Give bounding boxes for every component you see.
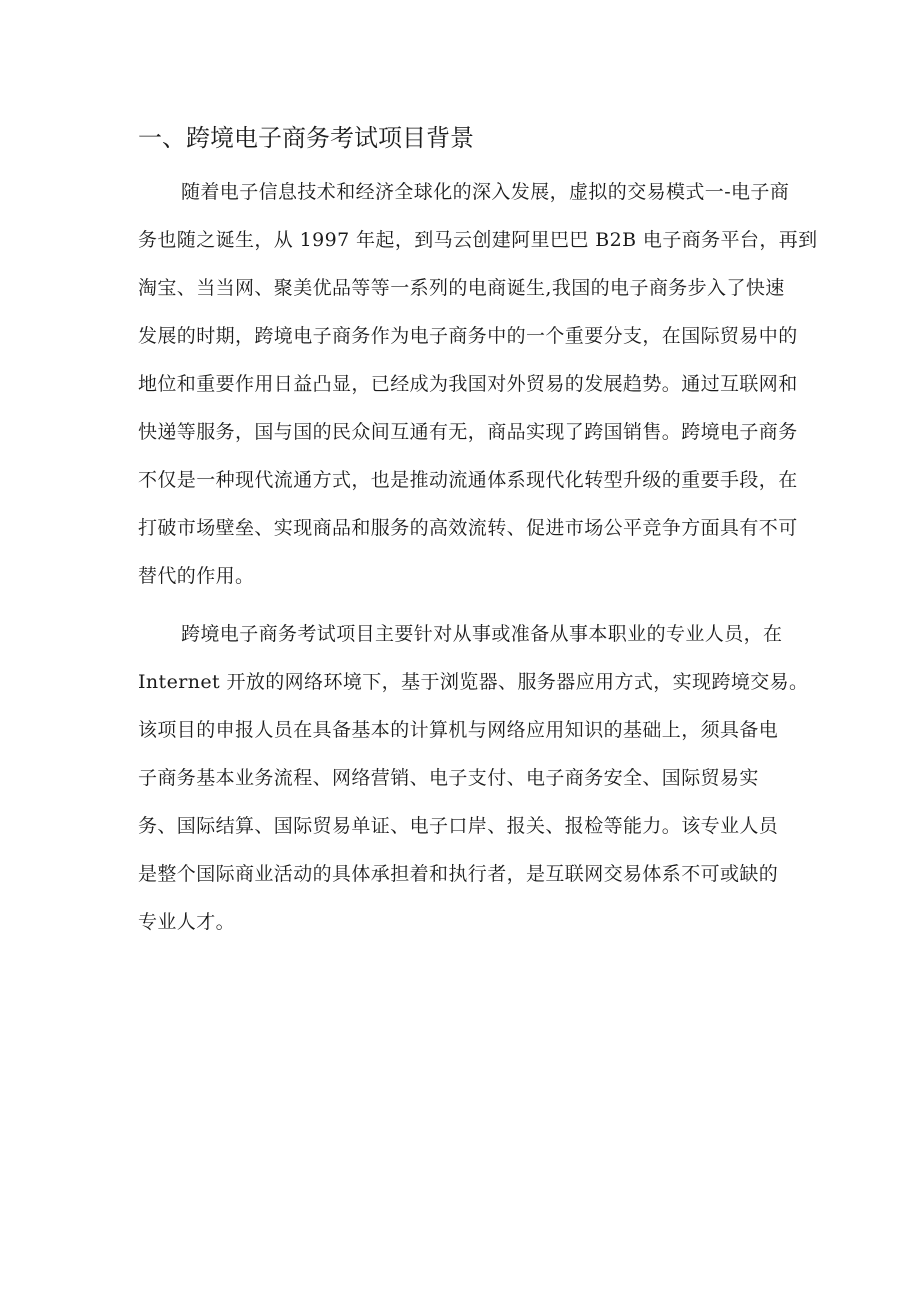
paragraph-line: 随着电子信息技术和经济全球化的深入发展，虚拟的交易模式一-电子商: [181, 181, 790, 203]
paragraph-line: 务也随之诞生，从 1997 年起，到马云创建阿里巴巴 B2B 电子商务平台，再到: [138, 229, 818, 251]
document-page: [138, 118, 822, 946]
paragraph-spacer: [138, 600, 822, 610]
paragraph-line: 快递等服务，国与国的民众间互通有无，商品实现了跨国销售。跨境电子商务: [138, 421, 798, 443]
paragraph-line: 子商务基本业务流程、网络营销、电子支付、电子商务安全、国际贸易实: [138, 767, 759, 789]
paragraph-line: 务、国际结算、国际贸易单证、电子口岸、报关、报检等能力。该专业人员: [138, 815, 779, 837]
paragraph-line: 发展的时期，跨境电子商务作为电子商务中的一个重要分支，在国际贸易中的: [138, 325, 798, 347]
paragraph-line: 打破市场壁垒、实现商品和服务的高效流转、促进市场公平竞争方面具有不可: [138, 517, 798, 539]
paragraph-line: 地位和重要作用日益凸显，已经成为我国对外贸易的发展趋势。通过互联网和: [138, 373, 798, 395]
paragraph-line: 是整个国际商业活动的具体承担着和执行者，是互联网交易体系不可或缺的: [138, 863, 779, 885]
paragraph-line: 跨境电子商务考试项目主要针对从事或准备从事本职业的专业人员，在: [181, 623, 783, 645]
paragraph-exam-scope: [138, 610, 822, 946]
paragraph-background: [138, 168, 822, 600]
paragraph-line: 不仅是一种现代流通方式，也是推动流通体系现代化转型升级的重要手段，在: [138, 469, 798, 491]
paragraph-line: 该项目的申报人员在具备基本的计算机与网络应用知识的基础上，须具备电: [138, 719, 779, 741]
paragraph-line: 淘宝、当当网、聚美优品等等一系列的电商诞生,我国的电子商务步入了快速: [138, 277, 785, 299]
paragraph-line: 专业人才。: [138, 911, 236, 933]
paragraph-line: 替代的作用。: [138, 565, 255, 587]
paragraph-line: Internet 开放的网络环境下，基于浏览器、服务器应用方式，实现跨境交易。: [138, 671, 809, 693]
section-heading: 一、跨境电子商务考试项目背景: [138, 124, 474, 152]
